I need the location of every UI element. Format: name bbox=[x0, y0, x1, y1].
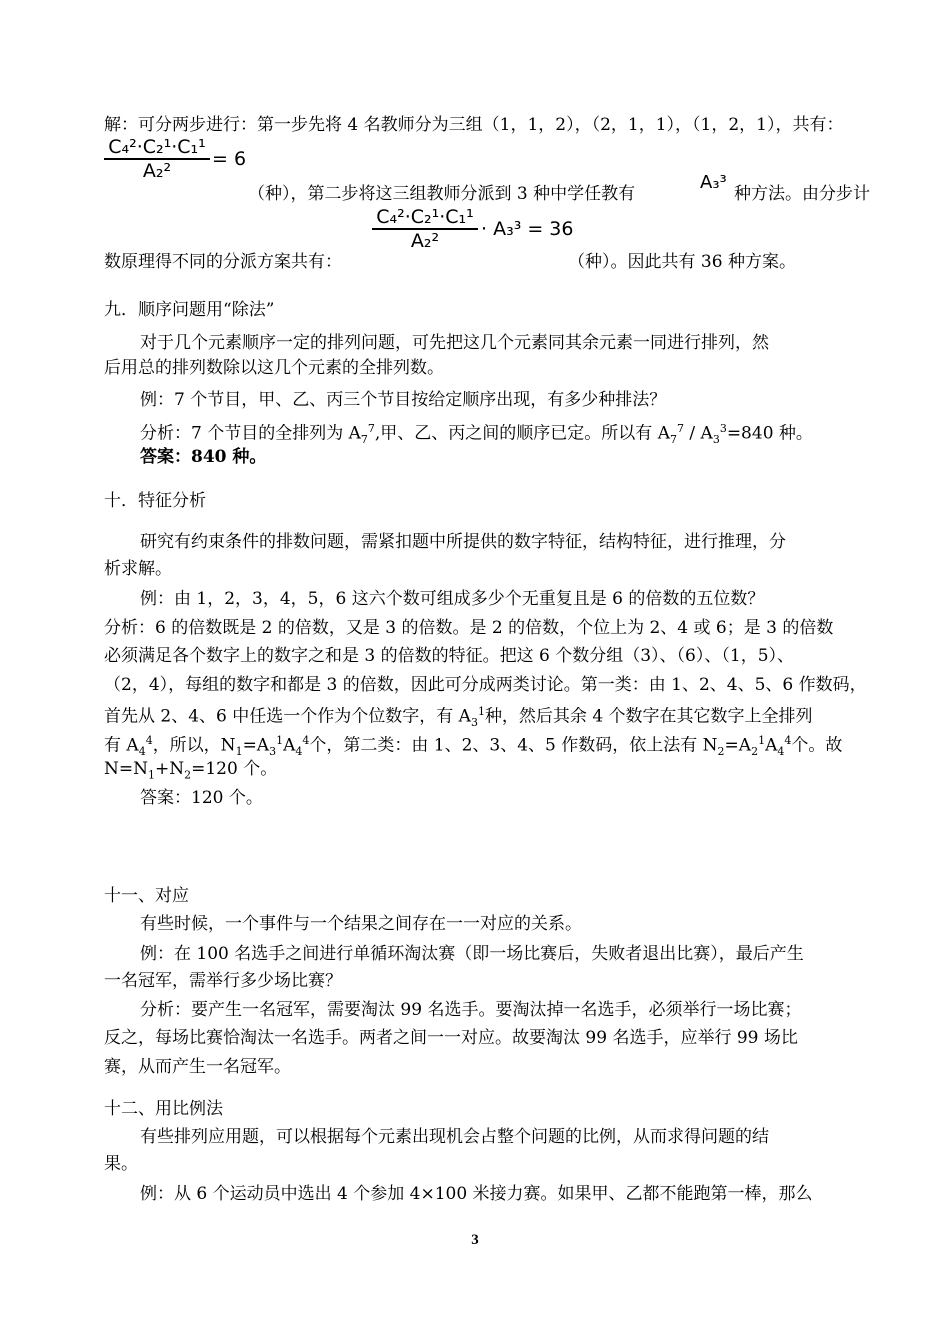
formula-result: = 6 bbox=[212, 148, 247, 170]
fraction-denominator: A₂² bbox=[410, 229, 440, 252]
text-line: （种）。因此共有 36 种方案。 bbox=[568, 252, 796, 272]
text-line: 有些时候，一个事件与一个结果之间存在一一对应的关系。 bbox=[140, 914, 582, 934]
text-line: 反之，每场比赛恰淘汰一名选手。两者之间一一对应。故要淘汰 99 名选手，应举行 99 场比 bbox=[104, 1028, 798, 1048]
fraction-denominator: A₂² bbox=[142, 159, 172, 182]
text-line: （种），第二步将这三组教师分派到 3 种中学任教有 bbox=[248, 184, 636, 204]
text-line: 析求解。 bbox=[104, 559, 172, 579]
formula-result-2: · A₃³ = 36 bbox=[481, 218, 574, 240]
text-line: 数原理得不同的分派方案共有： bbox=[104, 252, 342, 272]
section-heading: 十二、用比例法 bbox=[104, 1099, 223, 1119]
text-line: 例：在 100 名选手之间进行单循环淘汰赛（即一场比赛后，失败者退出比赛），最后产生 bbox=[140, 944, 804, 964]
fraction-numerator: C₄²·C₂¹·C₁¹ bbox=[376, 206, 474, 228]
answer-line: 答案：840 种。 bbox=[140, 447, 267, 467]
text-line: 例：7 个节目，甲、乙、丙三个节目按给定顺序出现，有多少种排法？ bbox=[140, 390, 667, 410]
section-heading: 十．特征分析 bbox=[104, 491, 206, 511]
text-line: 研究有约束条件的排数问题，需紧扣题中所提供的数字特征，结构特征，进行推理，分 bbox=[140, 532, 786, 552]
text-line: 分析：6 的倍数既是 2 的倍数，又是 3 的倍数。是 2 的倍数，个位上为 2、4 或 6；是 3 的倍数 bbox=[104, 618, 834, 638]
text-line: 赛，从而产生一名冠军。 bbox=[104, 1057, 291, 1077]
fraction-numerator: C₄²·C₂¹·C₁¹ bbox=[108, 136, 206, 158]
text-line: 种方法。由分步计 bbox=[734, 184, 870, 204]
text-line: （2，4），每组的数字和都是 3 的倍数，因此可分成两类讨论。第一类：由 1、2、4、5、6 作数码， bbox=[104, 675, 867, 695]
text-line: 一名冠军，需举行多少场比赛？ bbox=[104, 971, 342, 991]
text-line: 分析：7 个节目的全排列为 $A_7^7$,甲、乙、丙之间的顺序已定。所以有 $A_7^7 / A_3^3=840$ 种。 bbox=[140, 422, 813, 447]
formula-combination-fraction-2 bbox=[372, 206, 478, 252]
text-line: 对于几个元素顺序一定的排列问题，可先把这几个元素同其余元素一同进行排列，然 bbox=[140, 333, 769, 353]
text-line: 后用总的排列数除以这几个元素的全排列数。 bbox=[104, 358, 444, 378]
text-line: $N=N_1+N_2=120$ 个。 bbox=[104, 759, 278, 782]
text-line: 例：从 6 个运动员中选出 4 个参加 4×100 米接力赛。如果甲、乙都不能跑第一棒，那么 bbox=[140, 1184, 813, 1204]
text-line: 有些排列应用题，可以根据每个元素出现机会占整个问题的比例，从而求得问题的结 bbox=[140, 1127, 769, 1147]
formula-a33: A₃³ bbox=[700, 172, 727, 193]
text-line: 首先从 2、4、6 中任选一个作为个位数字，有 $A_3^1$种，然后其余 4 个数字在其它数字上全排列 bbox=[104, 705, 813, 730]
text-line: 果。 bbox=[104, 1154, 138, 1174]
section-heading: 九．顺序问题用“除法” bbox=[104, 300, 275, 320]
section-heading: 十一、对应 bbox=[104, 886, 189, 906]
text-line: 分析：要产生一名冠军，需要淘汰 99 名选手。要淘汰掉一名选手，必须举行一场比赛； bbox=[140, 1000, 802, 1020]
formula-combination-fraction bbox=[104, 136, 210, 182]
page-number: 3 bbox=[471, 1232, 479, 1248]
text-line: 有 $A_4^4$，所以，$N_1=A_3^1A_4^4$个，第二类：由 1、2、3、4、5 作数码，依上法有 $N_2=A_2^1A_4^4$个。故 bbox=[104, 734, 843, 759]
answer-line: 答案：120 个。 bbox=[140, 788, 263, 808]
text-line: 必须满足各个数字上的数字之和是 3 的倍数的特征。把这 6 个数分组（3）、（6）、（1，5）、 bbox=[104, 646, 795, 666]
text-line: 例：由 1，2，3，4，5，6 这六个数可组成多少个无重复且是 6 的倍数的五位数？ bbox=[140, 589, 765, 609]
text-line: 解：可分两步进行：第一步先将 4 名教师分为三组（1，1，2），（2，1，1），（1，2，1），共有： bbox=[104, 115, 844, 135]
